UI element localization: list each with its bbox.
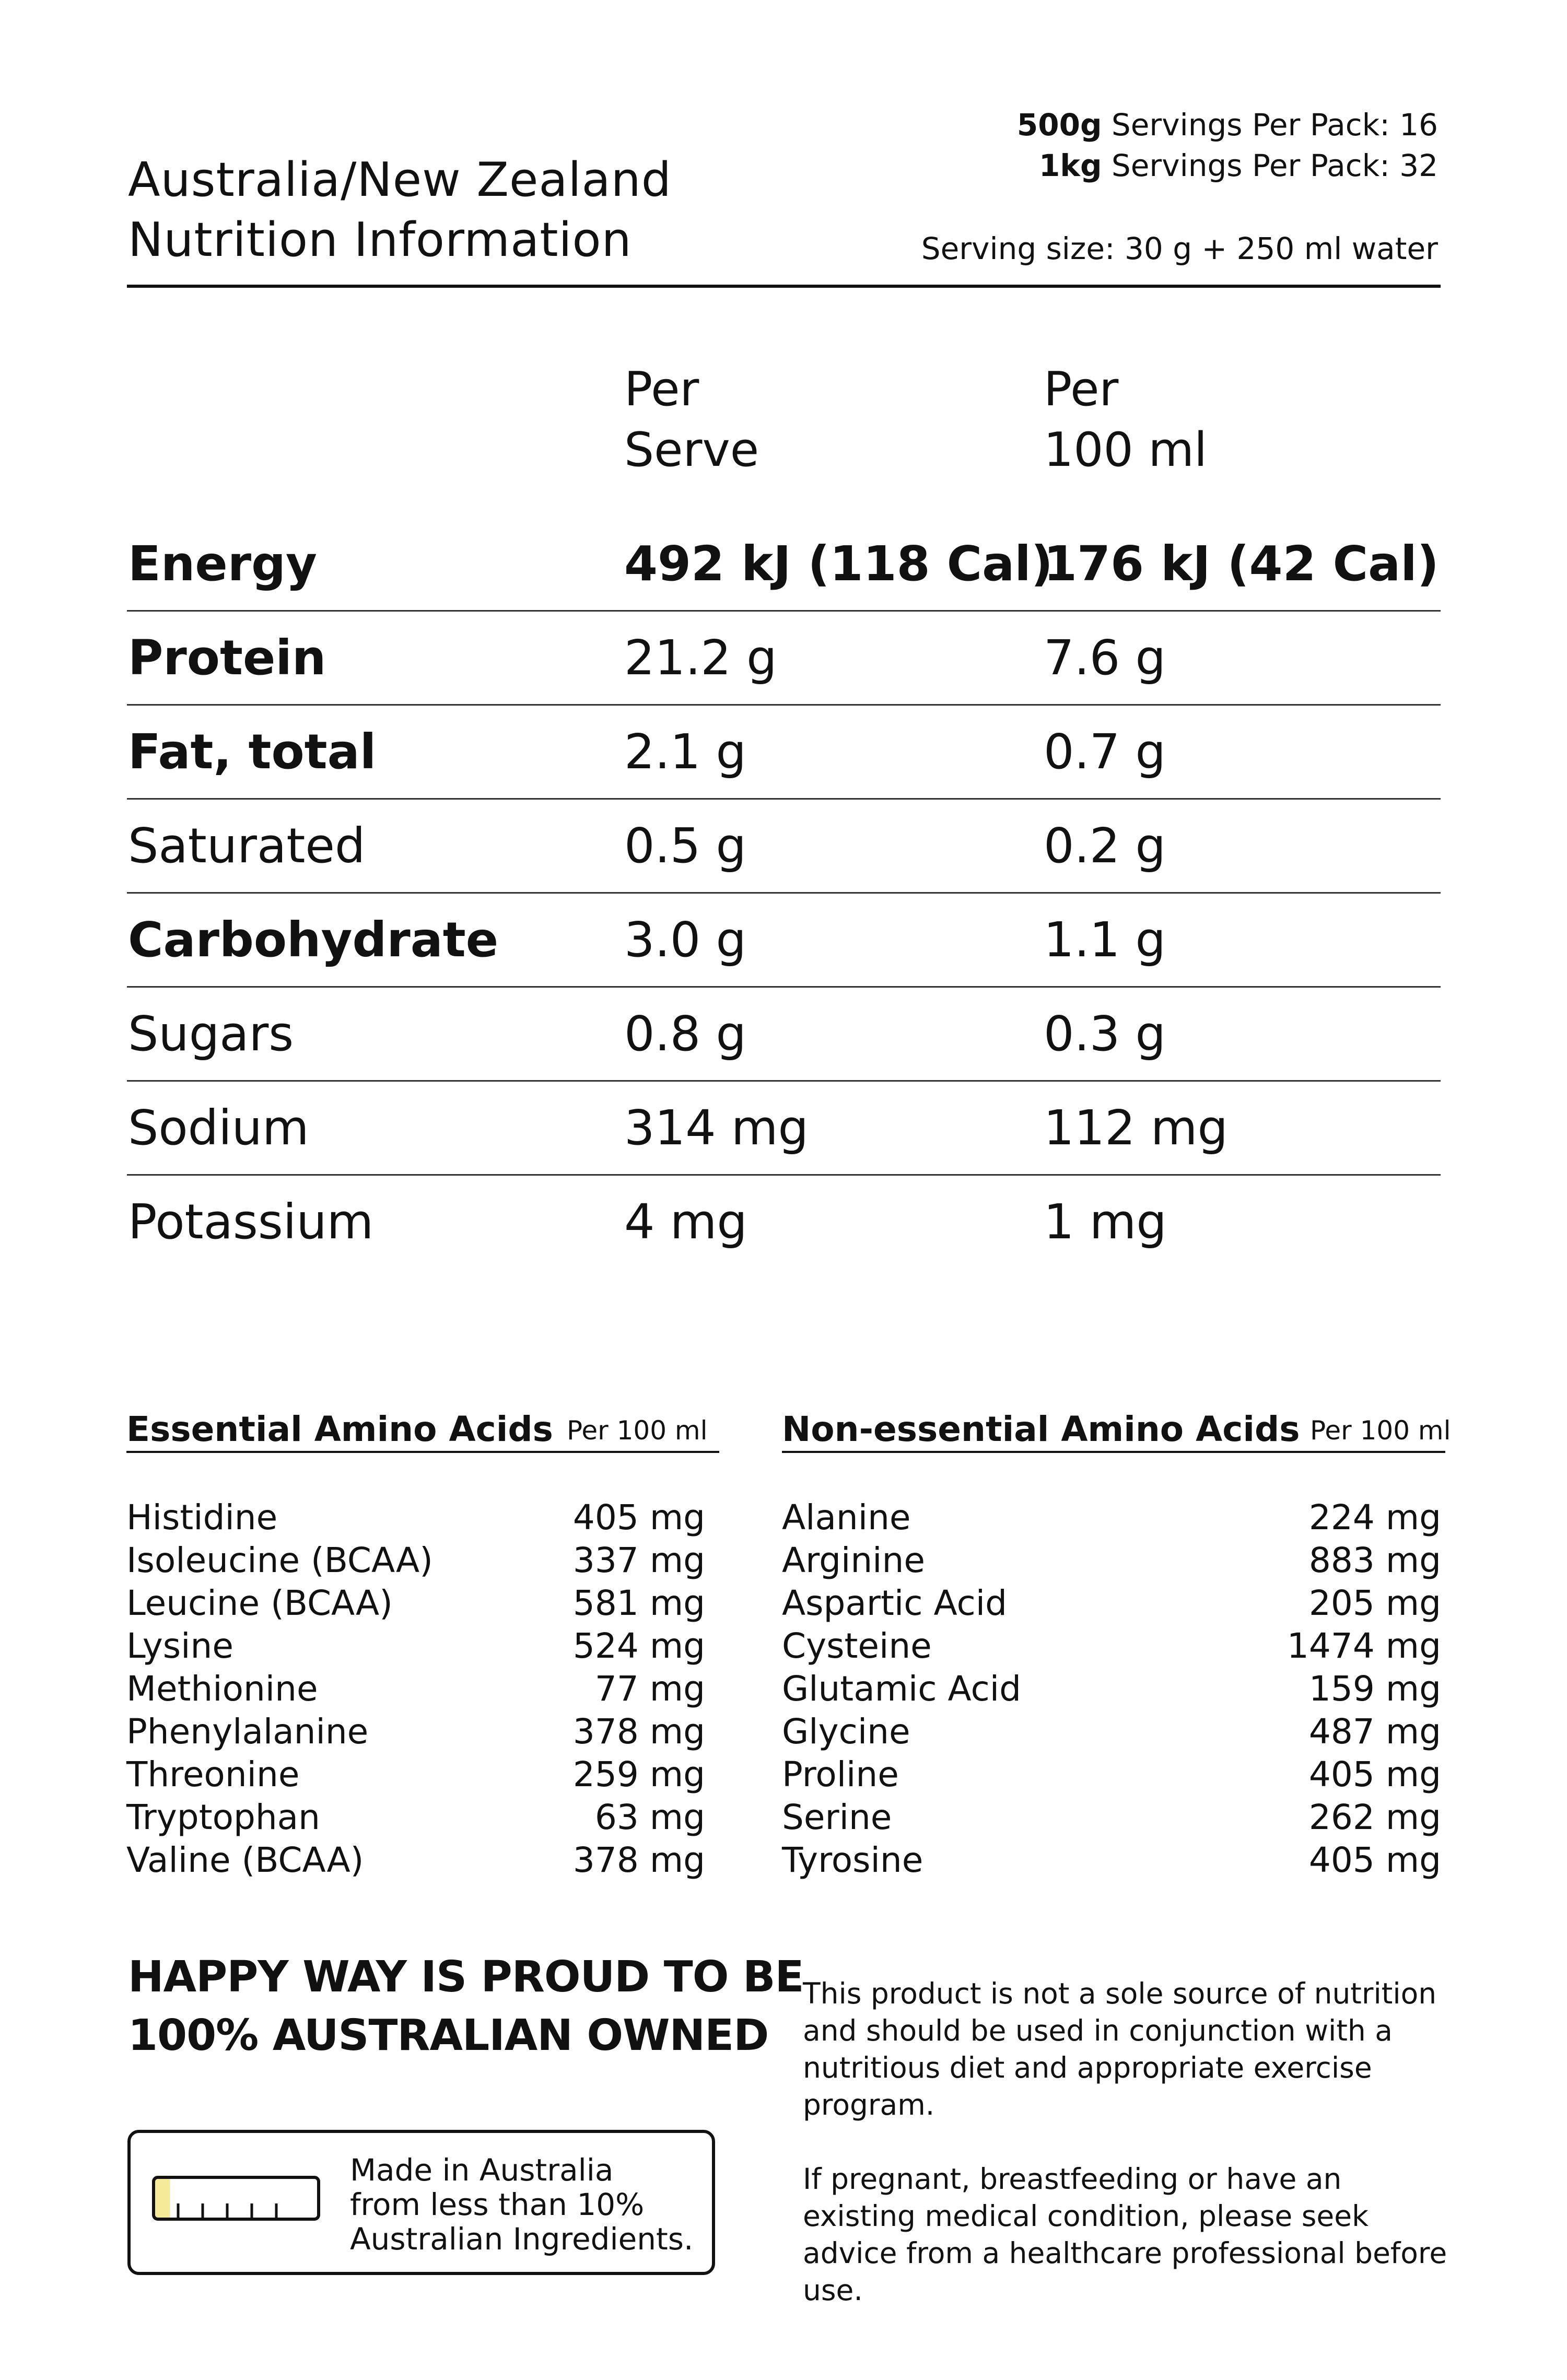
list-item (126, 1796, 705, 1839)
amino-name: Cysteine (782, 1626, 932, 1666)
serving-size: Serving size: 30 g + 250 ml water (921, 231, 1438, 266)
amino-name: Glycine (782, 1711, 910, 1752)
servings-1kg-text: Servings Per Pack: 32 (1102, 148, 1438, 183)
list-item (126, 1582, 705, 1625)
col-per-serve-line1: Per (624, 362, 699, 417)
nonessential-amino-divider (782, 1451, 1445, 1453)
list-item (126, 1753, 705, 1796)
amino-value: 378 mg (572, 1840, 705, 1880)
list-item (782, 1496, 1441, 1539)
per-100-value: 176 kJ (42 Cal) (1044, 536, 1439, 592)
nutrient-row-carbohydrate (0, 893, 1567, 987)
essential-amino-divider (126, 1451, 719, 1453)
nutrient-label: Saturated (128, 818, 366, 874)
amino-name: Leucine (BCAA) (126, 1583, 393, 1623)
nutrient-row-energy (0, 517, 1567, 611)
origin-bar-ticks (178, 2203, 276, 2219)
disclaimer (803, 1975, 1451, 2309)
origin-bar-fill (154, 2177, 170, 2219)
servings-500g (1017, 104, 1438, 145)
list-item (782, 1668, 1441, 1710)
per-serve-value: 4 mg (624, 1194, 747, 1250)
list-item (782, 1796, 1441, 1839)
col-per-serve-head (624, 359, 759, 480)
per-100-value: 7.6 g (1044, 630, 1166, 686)
per-100-value: 0.7 g (1044, 724, 1166, 780)
servings-1kg-size: 1kg (1039, 148, 1102, 183)
essential-amino-list (126, 1496, 705, 1882)
amino-value: 405 mg (572, 1497, 705, 1538)
list-item (126, 1839, 705, 1882)
servings-500g-size: 500g (1016, 107, 1102, 143)
amino-value: 77 mg (594, 1669, 705, 1709)
nutrient-row-saturated (0, 799, 1567, 893)
amino-value: 405 mg (1308, 1840, 1441, 1880)
list-item (782, 1625, 1441, 1668)
disclaimer-para2: If pregnant, breastfeeding or have an existing medical condition, please seek advice from a healthcare professional before use. (803, 2162, 1447, 2307)
list-item (782, 1753, 1441, 1796)
nonessential-amino-title: Non-essential Amino Acids (782, 1409, 1300, 1449)
amino-name: Methionine (126, 1669, 318, 1709)
amino-value: 524 mg (572, 1626, 705, 1666)
nutrient-label: Energy (128, 536, 317, 592)
amino-value: 159 mg (1308, 1669, 1441, 1709)
amino-value: 581 mg (572, 1583, 705, 1623)
nutrient-label: Fat, total (128, 724, 377, 780)
amino-name: Serine (782, 1797, 892, 1837)
amino-value: 487 mg (1308, 1711, 1441, 1752)
disclaimer-para1: This product is not a sole source of nutrition and should be used in conjunction with a nutritious diet and appropriate exercise program. (803, 1977, 1437, 2121)
list-item (782, 1582, 1441, 1625)
origin-bar-chart-icon (151, 2175, 324, 2227)
origin-statement (350, 2153, 693, 2256)
per-serve-value: 492 kJ (118 Cal) (624, 536, 1053, 592)
list-item (782, 1539, 1441, 1582)
list-item (782, 1710, 1441, 1753)
origin-line2: from less than 10% (350, 2187, 645, 2222)
amino-value: 378 mg (572, 1711, 705, 1752)
panel-title-line1: Australia/New Zealand (128, 153, 672, 207)
list-item (126, 1539, 705, 1582)
header-divider (127, 285, 1441, 288)
nonessential-amino-list (782, 1496, 1441, 1882)
nutrient-row-potassium (0, 1175, 1567, 1269)
amino-name: Phenylalanine (126, 1711, 369, 1752)
per-serve-value: 2.1 g (624, 724, 746, 780)
per-100-value: 112 mg (1044, 1100, 1228, 1156)
amino-value: 1474 mg (1287, 1626, 1441, 1666)
essential-amino-per: Per 100 ml (567, 1415, 708, 1446)
amino-value: 405 mg (1308, 1754, 1441, 1795)
amino-name: Proline (782, 1754, 899, 1795)
amino-name: Isoleucine (BCAA) (126, 1540, 433, 1580)
nutrient-label: Protein (128, 630, 326, 686)
per-serve-value: 21.2 g (624, 630, 777, 686)
essential-amino-title: Essential Amino Acids (126, 1409, 553, 1449)
amino-name: Glutamic Acid (782, 1669, 1022, 1709)
col-per-100-head (1044, 359, 1207, 480)
amino-value: 259 mg (572, 1754, 705, 1795)
amino-name: Tyrosine (782, 1840, 923, 1880)
panel-title-line2: Nutrition Information (128, 213, 632, 267)
per-100-value: 1.1 g (1044, 912, 1166, 968)
nutrient-label: Sugars (128, 1006, 294, 1062)
amino-name: Threonine (126, 1754, 300, 1795)
per-serve-value: 314 mg (624, 1100, 809, 1156)
ownership-line2: 100% AUSTRALIAN OWNED (128, 2011, 769, 2060)
per-100-value: 0.3 g (1044, 1006, 1166, 1062)
list-item (782, 1839, 1441, 1882)
servings-1kg (1039, 145, 1438, 186)
amino-value: 883 mg (1308, 1540, 1441, 1580)
nonessential-amino-per: Per 100 ml (1310, 1415, 1451, 1446)
amino-value: 262 mg (1308, 1797, 1441, 1837)
per-serve-value: 0.5 g (624, 818, 746, 874)
amino-name: Tryptophan (126, 1797, 320, 1837)
per-serve-value: 3.0 g (624, 912, 746, 968)
amino-name: Aspartic Acid (782, 1583, 1007, 1623)
amino-name: Alanine (782, 1497, 911, 1538)
servings-500g-text: Servings Per Pack: 16 (1102, 107, 1438, 143)
col-per-serve-line2: Serve (624, 423, 759, 477)
list-item (126, 1496, 705, 1539)
nutrient-row-protein (0, 611, 1567, 705)
per-100-value: 0.2 g (1044, 818, 1166, 874)
origin-line3: Australian Ingredients. (350, 2221, 694, 2257)
amino-name: Arginine (782, 1540, 925, 1580)
nutrient-row-fat-total (0, 705, 1567, 799)
list-item (126, 1625, 705, 1668)
nutrient-row-sugars (0, 987, 1567, 1081)
per-serve-value: 0.8 g (624, 1006, 746, 1062)
list-item (126, 1668, 705, 1710)
amino-value: 63 mg (594, 1797, 705, 1837)
amino-name: Valine (BCAA) (126, 1840, 364, 1880)
per-100-value: 1 mg (1044, 1194, 1167, 1250)
nutrient-label: Sodium (128, 1100, 309, 1156)
nutrient-row-sodium (0, 1081, 1567, 1175)
col-per-100-line1: Per (1044, 362, 1119, 417)
amino-value: 205 mg (1308, 1583, 1441, 1623)
col-per-100-line2: 100 ml (1044, 423, 1208, 477)
origin-line1: Made in Australia (350, 2152, 614, 2188)
amino-name: Lysine (126, 1626, 233, 1666)
ownership-line1: HAPPY WAY IS PROUD TO BE (128, 1952, 804, 2002)
amino-value: 337 mg (572, 1540, 705, 1580)
nutrient-label: Potassium (128, 1194, 374, 1250)
amino-value: 224 mg (1308, 1497, 1441, 1538)
list-item (126, 1710, 705, 1753)
amino-name: Histidine (126, 1497, 278, 1538)
ownership-statement (128, 1948, 804, 2065)
nutrient-label: Carbohydrate (128, 912, 499, 968)
